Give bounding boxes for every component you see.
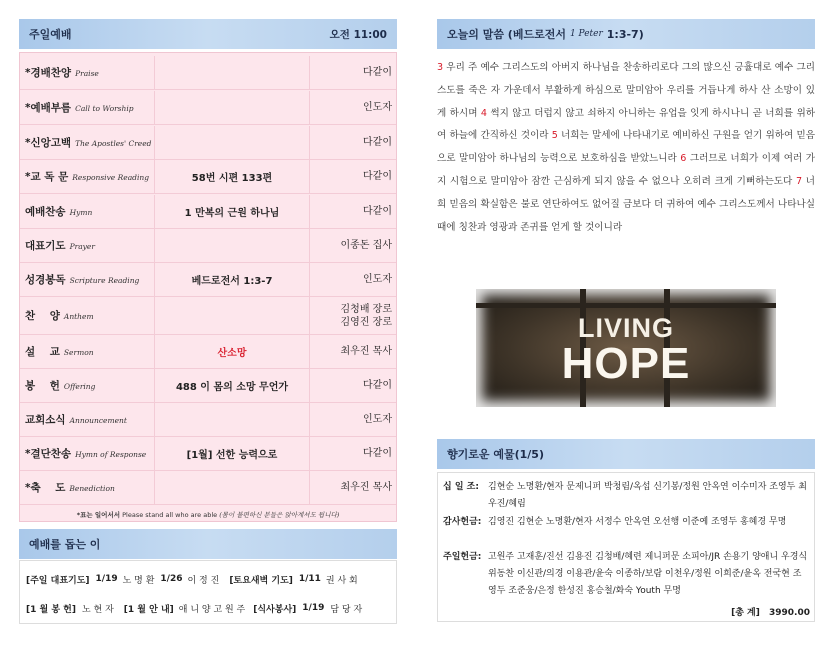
dawn-prayer-date: 1/11 — [298, 574, 321, 584]
order-item-ko: *교 독 문 — [25, 171, 69, 183]
order-item-detail: 1 만복의 근원 하나님 — [154, 195, 310, 228]
order-item-leader-1: 다같이 — [363, 137, 392, 148]
offering-header — [437, 439, 815, 469]
order-item-leader — [310, 101, 396, 114]
meal-date: 1/19 — [302, 603, 325, 613]
order-row — [20, 335, 396, 369]
order-item-name — [20, 65, 154, 80]
scripture-text — [437, 57, 815, 239]
order-item-name — [20, 204, 154, 219]
order-item-en: The Apostles' Creed — [75, 139, 152, 148]
offering-total-label: [총 계] — [731, 608, 760, 618]
order-item-leader-1: 최우진 목사 — [340, 482, 392, 493]
order-item-leader — [310, 205, 396, 218]
service-header — [19, 19, 397, 49]
order-item-en: Responsive Reading — [72, 173, 150, 182]
image-text-hope: HOPE — [561, 339, 691, 388]
image-text-living: LIVING — [577, 313, 674, 343]
order-item-ko: 예배찬송 — [25, 206, 66, 218]
order-item-ko: 찬 양 — [25, 310, 60, 322]
order-row — [20, 195, 396, 229]
order-item-leader — [310, 345, 396, 358]
order-row — [20, 369, 396, 403]
sermon-header — [437, 19, 815, 49]
order-item-name — [20, 412, 154, 427]
dawn-prayer-label: [토요새벽 기도] — [229, 575, 293, 586]
service-title: 주일예배 — [29, 28, 72, 41]
order-item-leader — [310, 379, 396, 392]
order-item-leader — [310, 66, 396, 79]
offering-row — [438, 549, 814, 600]
order-item-ko: *예배부름 — [25, 102, 72, 114]
standing-note — [20, 510, 396, 519]
living-hope-image — [476, 289, 776, 407]
standing-note-paren: (몸이 불편하신 분들은 앉아계셔도 됩니다) — [219, 511, 340, 519]
order-of-worship — [19, 52, 397, 522]
order-item-name — [20, 135, 154, 150]
order-item-leader-1: 김청배 장로 — [340, 303, 392, 315]
meal-label: [식사봉사] — [253, 604, 297, 615]
order-item-name — [20, 169, 154, 184]
sermon-ref-en: 1 Peter — [569, 29, 603, 39]
order-item-name — [20, 272, 154, 287]
order-item-leader — [310, 273, 396, 286]
order-row — [20, 160, 396, 194]
order-item-detail: [1월] 선한 능력으로 — [154, 437, 310, 470]
order-item-leader-1: 다같이 — [363, 206, 392, 217]
offering-row-label: 주일헌금: — [443, 552, 482, 562]
standing-note-en: Please stand all who are able — [122, 511, 218, 519]
order-item-name — [20, 446, 154, 461]
offering-row — [438, 514, 814, 531]
offering-row-names: 김현순 노명환/현자 문제니퍼 박청림/옥섭 신기봉/정원 안옥연 이수미자 조영두 최우진/혜림 — [488, 482, 807, 509]
order-item-detail — [154, 229, 310, 262]
verse-number: 3 — [437, 62, 444, 73]
order-item-en: Sermon — [63, 348, 94, 357]
verse-text: 썩지 않고 더럽지 않고 쇠하지 아니하는 유업을 잇게 하시나니 곧 너희를 위하여 하늘에 간직하신 것이라 — [437, 107, 815, 142]
service-time: 오전 11:00 — [329, 28, 387, 41]
order-item-leader — [310, 413, 396, 426]
order-item-leader-1: 인도자 — [363, 274, 392, 285]
order-row — [20, 297, 396, 335]
offering-list — [437, 472, 815, 622]
order-item-ko: 교회소식 — [25, 414, 66, 426]
order-item-ko: 봉 헌 — [25, 380, 60, 392]
order-item-detail — [154, 126, 310, 159]
helpers-row-1 — [20, 563, 396, 595]
order-item-ko: *결단찬송 — [25, 448, 72, 460]
cross-beam — [476, 303, 776, 308]
order-item-detail — [154, 471, 310, 504]
verse-number: 7 — [795, 175, 803, 187]
order-item-leader-1: 다같이 — [363, 380, 392, 391]
offering-row-label: 십 일 조: — [443, 482, 479, 492]
order-item-name — [20, 100, 154, 115]
offering-duty-label: [1 월 봉 헌] — [26, 604, 76, 615]
order-item-ko: *신앙고백 — [25, 137, 72, 149]
order-item-leader-1: 다같이 — [363, 171, 392, 182]
offering-title: 향기로운 예물(1/5) — [447, 448, 544, 461]
order-item-leader — [310, 239, 396, 252]
order-item-ko: *경배찬양 — [25, 67, 72, 79]
meal-name: 담 당 자 — [330, 604, 363, 615]
order-item-en: Announcement — [69, 416, 127, 425]
order-item-leader-1: 이종돈 집사 — [340, 240, 392, 251]
offering-duty-name: 노 현 자 — [81, 604, 114, 615]
order-item-ko: 성경봉독 — [25, 274, 66, 286]
verse-number: 6 — [680, 153, 687, 165]
prayer-label: [주일 대표기도] — [26, 575, 90, 586]
prayer-name-2: 이 정 진 — [187, 575, 220, 586]
order-item-leader — [310, 170, 396, 183]
offering-total — [731, 605, 810, 618]
order-item-leader-2: 김영진 장로 — [340, 316, 392, 328]
order-item-name — [20, 308, 154, 323]
standing-note-bold: *표는 일어서서 — [76, 511, 121, 519]
order-item-leader-1: 인도자 — [363, 102, 392, 113]
order-item-leader-1: 최우진 목사 — [340, 346, 392, 357]
usher-label: [1 월 안 내] — [123, 604, 174, 615]
order-item-ko: 대표기도 — [25, 240, 66, 252]
order-item-en: Hymn of Response — [75, 450, 147, 459]
order-item-name — [20, 344, 154, 359]
order-item-leader — [310, 481, 396, 494]
order-item-en: Prayer — [69, 242, 95, 251]
order-item-leader-1: 다같이 — [363, 448, 392, 459]
order-item-ko: *축 도 — [25, 482, 66, 494]
order-item-en: Offering — [63, 382, 96, 391]
verse-text: 우리 주 예수 그리스도의 아버지 하나님을 찬송하리로다 그의 많으신 긍휼대로 예수 그리스도를 죽은 자 가운데서 부활하게 하심으로 말미암아 우리를 거듭나게 하사 산 소망이 있게 하시며 — [437, 62, 815, 119]
order-row — [20, 56, 396, 90]
order-item-leader — [310, 303, 396, 329]
sermon-title: 오늘의 말씀 (베드로전서 — [447, 28, 566, 41]
offering-row-names: 고원주 고재훈/진선 김용진 김청배/혜련 제니퍼문 소피아/JR 손용기 양애니 우경식 위동찬 이신관/의경 이용관/윤숙 이종하/보람 이천우/정원 이희준/윤옥 전국현 조영두 조준웅/은정 한성진 홍승철/화숙 Youth 무명 — [488, 552, 808, 596]
prayer-date-1: 1/19 — [95, 574, 118, 584]
order-item-leader — [310, 447, 396, 460]
helpers-title: 예배를 돕는 이 — [29, 538, 101, 551]
verse-number: 4 — [480, 107, 487, 119]
order-item-detail — [154, 56, 310, 89]
order-row — [20, 403, 396, 437]
sermon-ref-num: 1:3-7) — [606, 27, 644, 41]
order-item-detail — [154, 403, 310, 436]
order-row — [20, 91, 396, 125]
offering-row-label: 감사헌금: — [443, 517, 482, 527]
usher-name: 애 니 양 고 원 주 — [178, 604, 246, 615]
order-item-en: Call to Worship — [75, 104, 134, 113]
order-item-detail: 베드로전서 1:3-7 — [154, 263, 310, 296]
order-row — [20, 471, 396, 505]
order-item-leader-1: 인도자 — [363, 414, 392, 425]
order-item-detail: 산소망 — [154, 335, 310, 368]
order-row — [20, 126, 396, 160]
order-item-name — [20, 378, 154, 393]
prayer-name-1: 노 명 환 — [122, 575, 155, 586]
verse-text: 너희는 말세에 나타내기로 예비하신 구원을 얻기 위하여 믿음으로 말미암아 하나님의 능력으로 보호하심을 받았느니라 — [437, 130, 815, 165]
order-item-en: Hymn — [69, 208, 93, 217]
verse-number: 5 — [551, 130, 558, 142]
order-item-en: Praise — [75, 69, 99, 78]
verse-text: 그러므로 너희가 이제 여러 가지 시험으로 말미암아 잠깐 근심하게 되지 않을 수 없으나 오히려 크게 기뻐하는도다 — [437, 153, 816, 187]
order-row — [20, 263, 396, 297]
order-item-detail: 488 이 몸의 소망 무언가 — [154, 369, 310, 402]
order-row — [20, 437, 396, 471]
order-item-en: Benediction — [69, 484, 115, 493]
order-item-en: Anthem — [63, 312, 94, 321]
order-item-en: Scripture Reading — [69, 276, 140, 285]
helpers-row-2 — [20, 592, 396, 624]
order-item-ko: 설 교 — [25, 346, 60, 358]
order-item-detail — [154, 297, 310, 334]
offering-total-value: 3990.00 — [769, 608, 810, 618]
offering-row-names: 김영진 김현순 노명환/현자 서정수 안옥연 오선행 이준예 조영두 홍혜경 무명 — [488, 517, 787, 527]
prayer-date-2: 1/26 — [160, 574, 183, 584]
offering-row — [438, 479, 814, 513]
helpers-table — [19, 560, 397, 624]
order-item-leader — [310, 136, 396, 149]
order-item-detail — [154, 91, 310, 124]
helpers-header — [19, 529, 397, 559]
order-item-name — [20, 238, 154, 253]
order-row — [20, 229, 396, 263]
verse-text: 너희 믿음의 확실함은 불로 연단하여도 없어질 금보다 더 귀하여 예수 그리스도께서 나타나실 때에 칭찬과 영광과 존귀를 얻게 할 것이니라 — [437, 175, 815, 233]
order-item-leader-1: 다같이 — [363, 67, 392, 78]
order-item-name — [20, 480, 154, 495]
dawn-prayer-name: 권 사 회 — [325, 575, 358, 586]
order-item-detail: 58번 시편 133편 — [154, 160, 310, 193]
